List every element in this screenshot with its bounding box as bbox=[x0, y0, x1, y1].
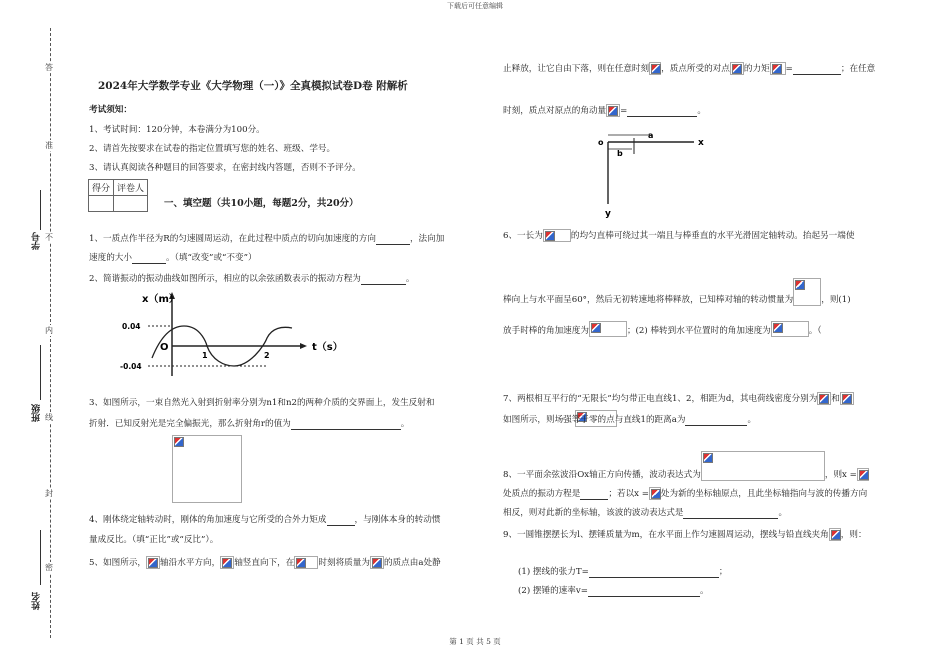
q8-text: 。 bbox=[778, 508, 788, 518]
broken-image-icon bbox=[296, 558, 306, 568]
q3-figure-image bbox=[172, 435, 242, 503]
question-6-line3 bbox=[503, 321, 822, 337]
q9-text: ，则： bbox=[840, 530, 867, 540]
q3-text: 折射．已知反射光是完全偏振光，那么折射角r的值为 bbox=[89, 419, 291, 429]
q8-text: 处为新的坐标轴原点，且此坐标轴指向与波的传播方向 bbox=[660, 489, 868, 499]
graph-origin: O bbox=[160, 342, 169, 353]
question-5-line1 bbox=[89, 556, 441, 569]
q8-text: ；若以x = bbox=[608, 489, 649, 499]
q5-symbol-image bbox=[370, 556, 384, 569]
q7-symbol-image bbox=[817, 392, 831, 405]
broken-image-icon bbox=[732, 64, 742, 74]
q6-answer-image bbox=[771, 321, 809, 337]
q9-text: 。 bbox=[699, 586, 709, 596]
q7-text: 和 bbox=[831, 394, 840, 404]
q8-text: 处质点的振动方程是 bbox=[503, 489, 581, 499]
q5-text: 时刻，质点对原点的角动量 bbox=[503, 106, 607, 116]
q6-text: 。（ bbox=[808, 326, 822, 336]
broken-image-icon bbox=[859, 470, 869, 480]
q1-text: 。（填“改变”或“不变”） bbox=[165, 253, 257, 263]
q6-text: 棒向上与水平面呈60°，然后无初转速地将棒释放，已知棒对轴的转动惯量为 bbox=[503, 295, 794, 305]
q9-blank-tension[interactable] bbox=[589, 568, 719, 578]
notice-item: 3、请认真阅读各种题目的回答要求，在密封线内答题，否则不予评分。 bbox=[89, 163, 361, 173]
broken-image-icon bbox=[372, 558, 382, 568]
broken-image-icon bbox=[174, 437, 184, 447]
score-cell[interactable] bbox=[89, 196, 114, 212]
q3-text: 。 bbox=[400, 419, 410, 429]
q5-text: 的力矩 bbox=[743, 64, 770, 74]
broken-image-icon bbox=[651, 489, 661, 499]
question-9-part1 bbox=[518, 566, 727, 578]
question-5-line3 bbox=[503, 104, 706, 117]
student-id-line bbox=[40, 190, 41, 230]
q1-blank-1[interactable] bbox=[376, 235, 410, 245]
q6-symbol-image bbox=[543, 229, 571, 242]
q8-symbol-image bbox=[649, 487, 661, 500]
graph-ylabel: x（m） bbox=[142, 294, 179, 305]
q1-text: ，法向加 bbox=[409, 234, 445, 244]
section-heading: 一、填空题（共10小题，每题2分，共20分） bbox=[164, 198, 359, 209]
q5-symbol-image bbox=[770, 62, 786, 75]
q8-text: 相反，则对此新的坐标轴，该波的波动表达式是 bbox=[503, 508, 684, 518]
name-label: 姓名 bbox=[32, 592, 42, 610]
q8-wave-equation-image bbox=[701, 451, 825, 481]
fig5-origin: o bbox=[598, 138, 604, 147]
question-8-line2 bbox=[503, 487, 867, 500]
q9-blank-speed[interactable] bbox=[588, 587, 700, 597]
broken-image-icon bbox=[222, 558, 232, 568]
q2-text: 2、简谐振动的振动曲线如图所示，相应的以余弦函数表示的振动方程为 bbox=[89, 274, 361, 284]
q7-symbol-image bbox=[840, 392, 854, 405]
seal-char: 封 bbox=[45, 489, 53, 498]
broken-image-icon bbox=[795, 280, 805, 290]
q5-text: = bbox=[620, 106, 628, 116]
question-8-line3 bbox=[503, 507, 787, 519]
q8-blank-1[interactable] bbox=[580, 490, 608, 500]
q9-text: ； bbox=[718, 567, 728, 577]
notice-item: 1、考试时间：120分钟，本卷满分为100分。 bbox=[89, 125, 265, 135]
fig5-label-y: y bbox=[605, 209, 611, 219]
seal-char: 密 bbox=[45, 563, 53, 572]
broken-image-icon bbox=[773, 323, 783, 333]
graph-ytick-top: 0.04 bbox=[122, 322, 141, 331]
student-id-label: 学号 bbox=[32, 232, 42, 250]
q5-text: 的质点由a处静 bbox=[383, 558, 441, 568]
fig5-label-x: x bbox=[698, 138, 704, 148]
q6-text: 放手时棒的角加速度为 bbox=[503, 326, 589, 336]
class-label: 班级 bbox=[32, 404, 42, 422]
graph-ytick-bottom: -0.04 bbox=[120, 362, 142, 371]
graph-xtick-2: 2 bbox=[264, 351, 270, 360]
q5-symbol-image bbox=[146, 556, 160, 569]
q7-blank[interactable] bbox=[685, 416, 747, 426]
seal-char: 准 bbox=[45, 141, 53, 150]
broken-image-icon bbox=[651, 64, 661, 74]
question-7-line1 bbox=[503, 392, 854, 405]
q5-blank-torque[interactable] bbox=[793, 65, 841, 75]
q7-text: 。 bbox=[747, 415, 757, 425]
q5-symbol-image bbox=[730, 62, 744, 75]
question-7-line2 bbox=[503, 414, 756, 426]
grader-header: 评卷人 bbox=[114, 180, 148, 196]
q5-text: 5、如图所示， bbox=[89, 558, 147, 568]
q3-blank[interactable] bbox=[291, 420, 401, 430]
question-3-line1: 3、如图所示，一束自然光入射到折射率分别为n1和n2的两种介质的交界面上，发生反射和 bbox=[89, 398, 435, 408]
q4-text: 4、刚体绕定轴转动时，刚体的角加速度与它所受的合外力矩成 bbox=[89, 515, 327, 525]
question-1-line1 bbox=[89, 233, 444, 245]
graph-xtick-1: 1 bbox=[202, 351, 208, 360]
question-6-line1 bbox=[503, 229, 854, 242]
q6-text: ；(2) 棒转到水平位置时的角加速度为 bbox=[626, 326, 771, 336]
q1-blank-2[interactable] bbox=[132, 254, 166, 264]
q2-text: 。 bbox=[405, 274, 415, 284]
q5-text: = bbox=[785, 64, 793, 74]
question-8-line1 bbox=[503, 451, 869, 481]
q8-blank-2[interactable] bbox=[683, 509, 778, 519]
q5-symbol-image bbox=[294, 556, 318, 569]
broken-image-icon bbox=[591, 323, 601, 333]
top-note: 下载后可任意编辑 bbox=[447, 2, 503, 10]
class-line bbox=[40, 345, 41, 400]
x-axis-arrow-icon bbox=[300, 343, 307, 349]
q6-answer-image bbox=[589, 321, 627, 337]
q4-blank[interactable] bbox=[327, 516, 355, 526]
q1-text: 速度的大小 bbox=[89, 253, 132, 263]
q5-text: 止释放，让它自由下落，则在任意时刻 bbox=[503, 64, 650, 74]
q7-text: 7、两根相互平行的“无限长”均匀带正电直线1、2，相距为d，其电荷线密度分别为 bbox=[503, 394, 818, 404]
q6-text: 6、一长为 bbox=[503, 231, 543, 241]
q6-text: ，则(1) bbox=[821, 295, 851, 305]
q9-text: (1) 摆线的张力T= bbox=[518, 567, 589, 577]
q5-symbol-image bbox=[606, 104, 620, 117]
broken-image-icon bbox=[703, 453, 713, 463]
score-table bbox=[88, 179, 148, 212]
q9-symbol-image bbox=[829, 528, 841, 541]
q7-text: 如图所示，则场强等于零的点与直线1的距离a为 bbox=[503, 415, 686, 425]
q9-text: (2) 摆锤的速率v= bbox=[518, 586, 588, 596]
q6-inertia-image bbox=[793, 278, 821, 306]
q5-text: 轴沿水平方向， bbox=[160, 558, 221, 568]
q5-text: 轴竖直向下，在 bbox=[234, 558, 295, 568]
seal-char: 线 bbox=[45, 413, 53, 422]
question-4-line1 bbox=[89, 514, 440, 526]
question-6-line2 bbox=[503, 278, 851, 306]
score-header: 得分 bbox=[89, 180, 114, 196]
q9-text: 9、一圆锥摆摆长为l、摆锤质量为m，在水平面上作匀速圆周运动，摆线与铅直线夹角 bbox=[503, 530, 829, 540]
question-4-line2: 量成反比。（填“正比”或“反比”）。 bbox=[89, 535, 219, 545]
q5-figure bbox=[592, 128, 722, 220]
broken-image-icon bbox=[772, 64, 782, 74]
q5-text: 。 bbox=[697, 106, 706, 116]
broken-image-icon bbox=[148, 558, 158, 568]
seal-char: 内 bbox=[45, 326, 53, 335]
page-footer: 第 1 页 共 5 页 bbox=[449, 637, 501, 646]
vibration-graph bbox=[112, 288, 352, 378]
grader-cell[interactable] bbox=[114, 196, 148, 212]
q5-text: 时刻将质量为 bbox=[318, 558, 370, 568]
q4-text: ，与刚体本身的转动惯 bbox=[354, 515, 441, 525]
broken-image-icon bbox=[842, 394, 852, 404]
q1-text: 1、一质点作半径为R的匀速圆周运动，在此过程中质点的切向加速度的方向 bbox=[89, 234, 376, 244]
question-9-line1 bbox=[503, 528, 867, 541]
q8-text: 8、一平面余弦波沿Ox轴正方向传播，波动表达式为 bbox=[503, 470, 701, 480]
broken-image-icon bbox=[545, 231, 555, 241]
fig5-label-a: a bbox=[648, 131, 654, 140]
name-line bbox=[40, 530, 41, 585]
question-2 bbox=[89, 273, 415, 285]
q6-text: 的均匀直棒可绕过其一端且与棒垂直的水平光滑固定轴转动。抬起另一端使 bbox=[570, 231, 855, 241]
broken-image-icon bbox=[819, 394, 829, 404]
q5-blank-angular-momentum[interactable] bbox=[627, 107, 697, 117]
question-3-line2 bbox=[89, 418, 409, 430]
q5-text: ；在任意 bbox=[840, 64, 876, 74]
question-9-part2 bbox=[518, 585, 709, 597]
question-1-line2 bbox=[89, 252, 257, 264]
q8-symbol-image bbox=[857, 468, 869, 481]
broken-image-icon bbox=[831, 530, 841, 540]
question-5-line2 bbox=[503, 62, 875, 75]
seal-char: 答 bbox=[45, 63, 53, 72]
exam-title: 2024年大学数学专业《大学物理（一）》全真模拟试卷D卷 附解析 bbox=[98, 80, 408, 92]
notice-heading: 考试须知： bbox=[89, 105, 132, 115]
seal-char: 不 bbox=[45, 233, 53, 242]
q2-blank[interactable] bbox=[361, 275, 406, 285]
q5-text: ，质点所受的对点 bbox=[661, 64, 730, 74]
q8-text: ，则x = bbox=[824, 470, 857, 480]
fig5-label-b: b bbox=[617, 149, 623, 158]
graph-xlabel: t（s） bbox=[312, 342, 343, 353]
notice-item: 2、请首先按要求在试卷的指定位置填写您的姓名、班级、学号。 bbox=[89, 144, 336, 154]
q5-symbol-image bbox=[220, 556, 234, 569]
broken-image-icon bbox=[608, 106, 618, 116]
q5-symbol-image bbox=[649, 62, 661, 75]
